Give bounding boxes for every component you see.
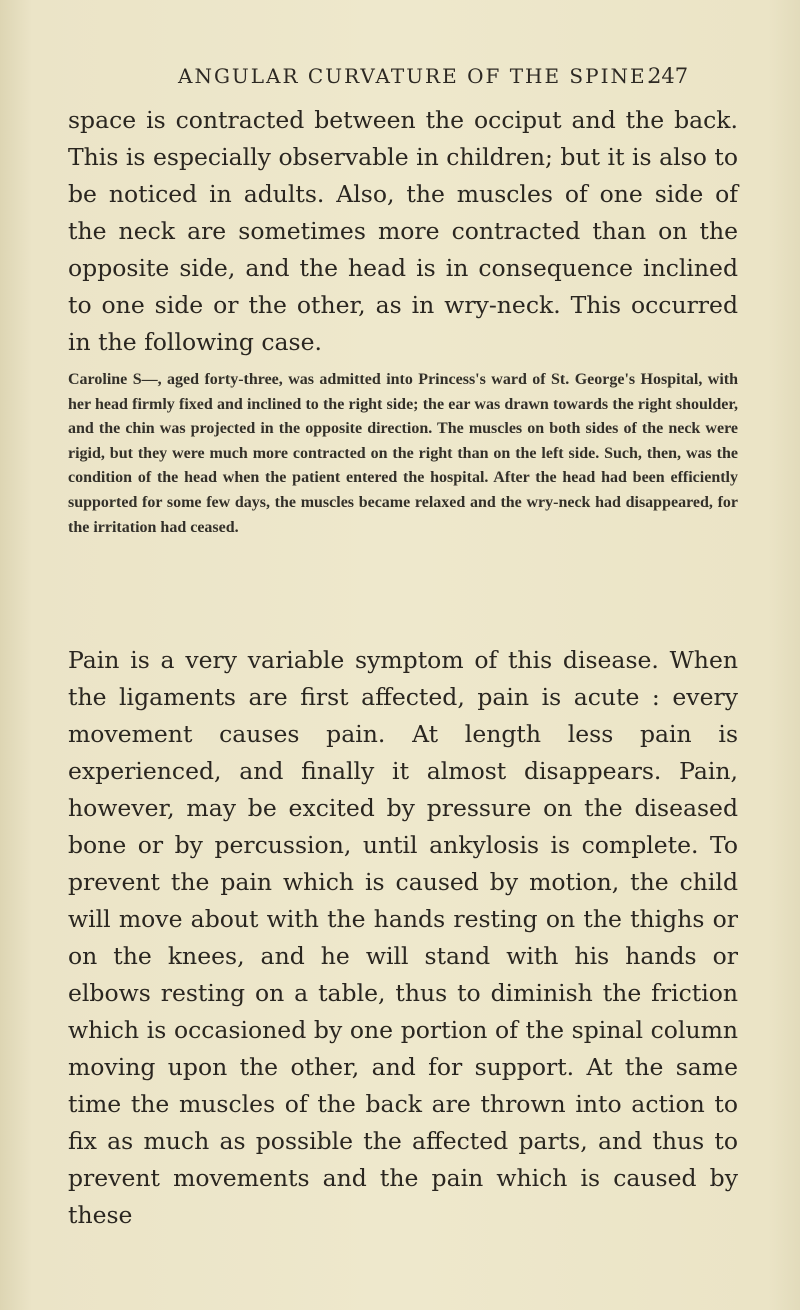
body-paragraph-1: space is contracted between the occiput and the back. This is especially observable in children; but it is also to be noticed in adults. Also, the muscles of one side of the neck are sometimes more contracted than on the opposite side, and the head is in consequence inclined to one side or the other, as in wry-neck. This occurred in the following case. — [68, 106, 738, 356]
body-paragraph-2: Pain is a very variable symptom of this disease. When the ligaments are first affected, pain is acute : every movement causes pain. At length less pain is experienced, and finally it almost disappears. Pain, however, may be excited by pressure on the diseased bone or by percussion, until ankylosis is complete. To prevent the pain which is caused by motion, the child will move about with the hands resting on the thighs or on the knees, and he will stand with his hands or elbows resting on a table, thus to diminish the friction which is occasioned by one portion of the spinal column moving upon the other, and for support. At the same time the muscles of the back are thrown into action to fix as much as possible the affected parts, and thus to prevent movements and the pain which is caused by these — [68, 646, 738, 1229]
page-number: 247 — [648, 64, 689, 88]
running-head — [0, 64, 800, 94]
case-report-paragraph: Caroline S—, aged forty-three, was admitted into Princess's ward of St. George's Hospital, with her head firmly fixed and inclined to the right side; the ear was drawn towards the right shoulder, and the chin was projected in the opposite direction. The muscles on both sides of the neck were rigid, but they were much more contracted on the right than on the left side. Such, then, was the condition of the head when the patient entered the hospital. After the head had been efficiently supported for some few days, the muscles became relaxed and the wry-neck had disappeared, for the irritation had ceased. — [68, 371, 738, 536]
running-title: ANGULAR CURVATURE OF THE SPINE. — [178, 64, 655, 88]
